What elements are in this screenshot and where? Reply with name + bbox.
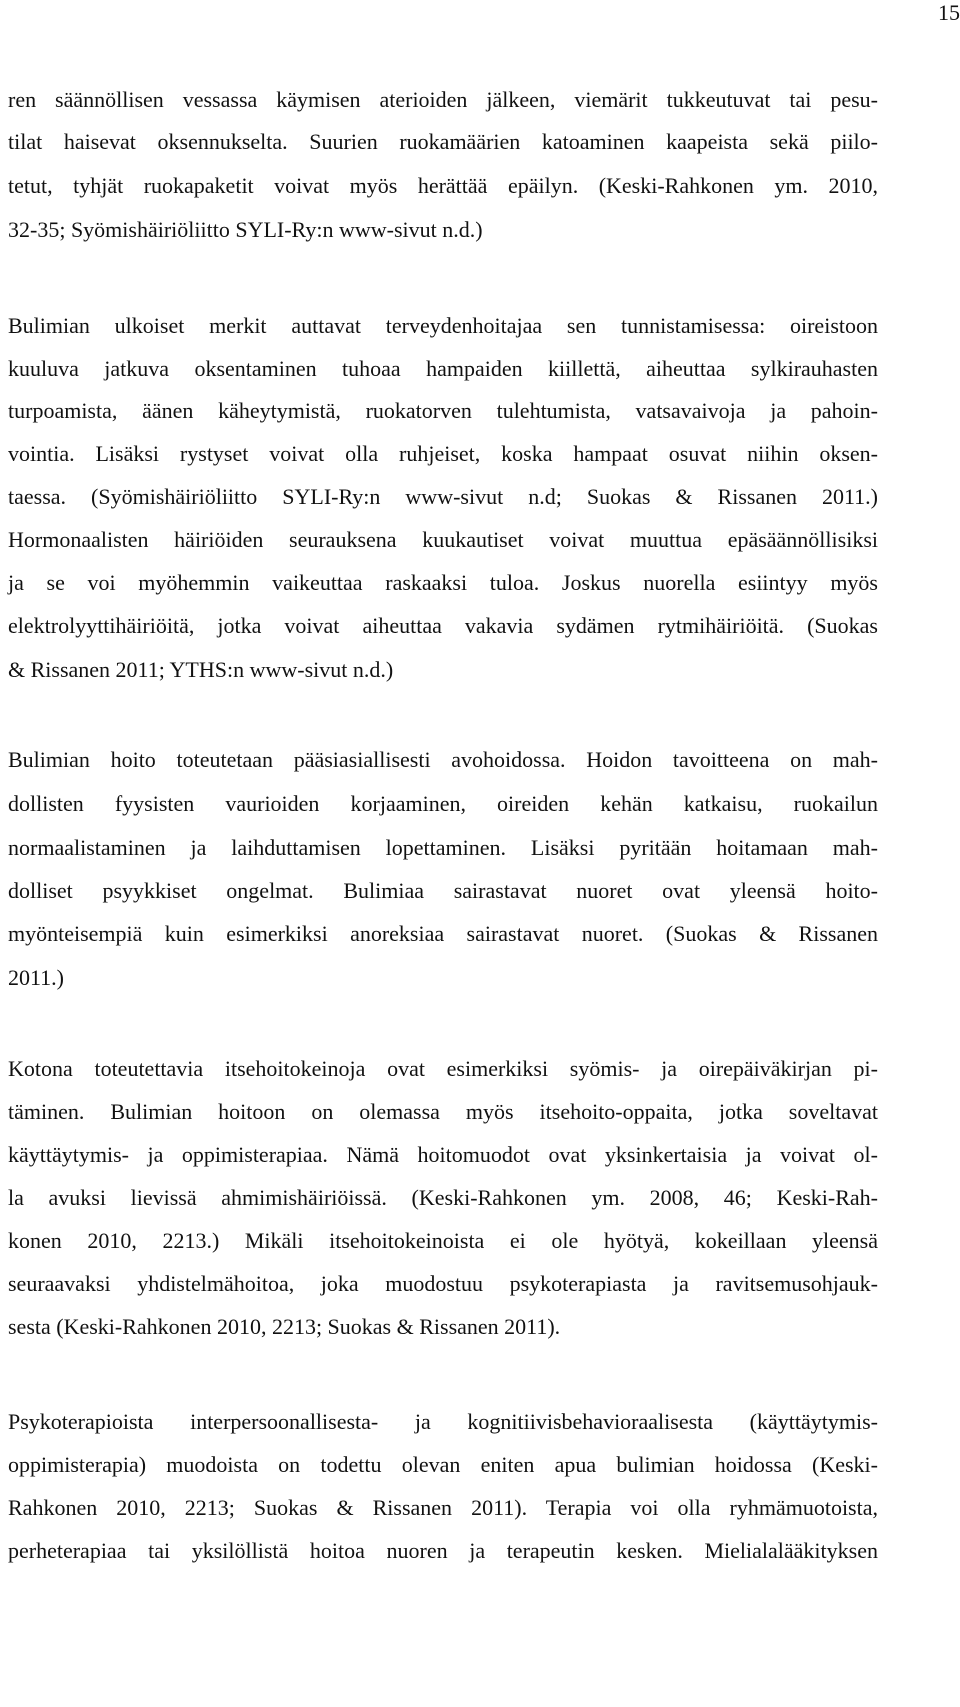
paragraph-1-line-2: tilat haisevat oksennukselta. Suurien ruokamäärien katoaminen kaapeista sekä piilo- — [8, 129, 878, 154]
paragraph-2-line-1: Bulimian ulkoiset merkit auttavat terveydenhoitajaa sen tunnistamisessa: oireistoon — [8, 313, 878, 338]
paragraph-5-line-1: Psykoterapioista interpersoonallisesta- ja kognitiivisbehavioraalisesta (käyttäytymis- — [8, 1409, 878, 1434]
paragraph-2-line-2: kuuluva jatkuva oksentaminen tuhoaa hampaiden kiillettä, aiheuttaa sylkirauhasten — [8, 356, 878, 381]
paragraph-5-line-2: oppimisterapia) muodoista on todettu olevan eniten apua bulimian hoidossa (Keski- — [8, 1452, 878, 1477]
paragraph-5-line-3: Rahkonen 2010, 2213; Suokas & Rissanen 2011). Terapia voi olla ryhmämuotoista, — [8, 1495, 878, 1520]
paragraph-2-line-4: vointia. Lisäksi rystyset voivat olla ruhjeiset, koska hampaat osuvat niihin oksen- — [8, 441, 878, 466]
paragraph-3-line-5: myönteisempiä kuin esimerkiksi anoreksiaa sairastavat nuoret. (Suokas & Rissanen — [8, 921, 878, 946]
paragraph-4-line-2: täminen. Bulimian hoitoon on olemassa myös itsehoito-oppaita, jotka soveltavat — [8, 1099, 878, 1124]
paragraph-3-line-3: normaalistaminen ja laihduttamisen lopettaminen. Lisäksi pyritään hoitamaan mah- — [8, 835, 878, 860]
paragraph-2-line-8: elektrolyyttihäiriöitä, jotka voivat aiheuttaa vakavia sydämen rytmihäiriöitä. (Suokas — [8, 613, 878, 638]
paragraph-2-line-5: taessa. (Syömishäiriöliitto SYLI-Ry:n www-sivut n.d; Suokas & Rissanen 2011.) — [8, 484, 878, 509]
paragraph-3-line-6: 2011.) — [8, 965, 65, 990]
paragraph-2-line-7: ja se voi myöhemmin vaikeuttaa raskaaksi tuloa. Joskus nuorella esiintyy myös — [8, 570, 878, 595]
paragraph-4-line-6: seuraavaksi yhdistelmähoitoa, joka muodostuu psykoterapiasta ja ravitsemusohjauk- — [8, 1271, 878, 1296]
paragraph-1-line-3: tetut, tyhjät ruokapaketit voivat myös herättää epäilyn. (Keski-Rahkonen ym. 2010, — [8, 173, 878, 198]
paragraph-4-line-1: Kotona toteutettavia itsehoitokeinoja ovat esimerkiksi syömis- ja oirepäiväkirjan pi- — [8, 1056, 878, 1081]
paragraph-1-line-1: ren säännöllisen vessassa käymisen aterioiden jälkeen, viemärit tukkeutuvat tai pesu- — [8, 87, 878, 112]
page-number: 15 — [938, 0, 960, 25]
paragraph-4-line-5: konen 2010, 2213.) Mikäli itsehoitokeinoista ei ole hyötyä, kokeillaan yleensä — [8, 1228, 878, 1253]
paragraph-3-line-4: dolliset psyykkiset ongelmat. Bulimiaa sairastavat nuoret ovat yleensä hoito- — [8, 878, 878, 903]
paragraph-2-line-6: Hormonaalisten häiriöiden seurauksena kuukautiset voivat muuttua epäsäännöllisiksi — [8, 527, 878, 552]
paragraph-4-line-7: sesta (Keski-Rahkonen 2010, 2213; Suokas & Rissanen 2011). — [8, 1314, 561, 1339]
paragraph-3-line-2: dollisten fyysisten vaurioiden korjaaminen, oireiden kehän katkaisu, ruokailun — [8, 791, 878, 816]
paragraph-4-line-4: la avuksi lievissä ahmimishäiriöissä. (Keski-Rahkonen ym. 2008, 46; Keski-Rah- — [8, 1185, 878, 1210]
paragraph-4-line-3: käyttäytymis- ja oppimisterapiaa. Nämä hoitomuodot ovat yksinkertaisia ja voivat ol- — [8, 1142, 878, 1167]
paragraph-5-line-4: perheterapiaa tai yksilöllistä hoitoa nuoren ja terapeutin kesken. Mielialalääkityksen — [8, 1538, 878, 1563]
paragraph-2-line-9: & Rissanen 2011; YTHS:n www-sivut n.d.) — [8, 657, 394, 682]
paragraph-3-line-1: Bulimian hoito toteutetaan pääsiasiallisesti avohoidossa. Hoidon tavoitteena on mah- — [8, 747, 878, 772]
paragraph-1-line-4: 32-35; Syömishäiriöliitto SYLI-Ry:n www-sivut n.d.) — [8, 217, 483, 242]
paragraph-2-line-3: turpoamista, äänen käheytymistä, ruokatorven tulehtumista, vatsavaivoja ja pahoin- — [8, 398, 878, 423]
